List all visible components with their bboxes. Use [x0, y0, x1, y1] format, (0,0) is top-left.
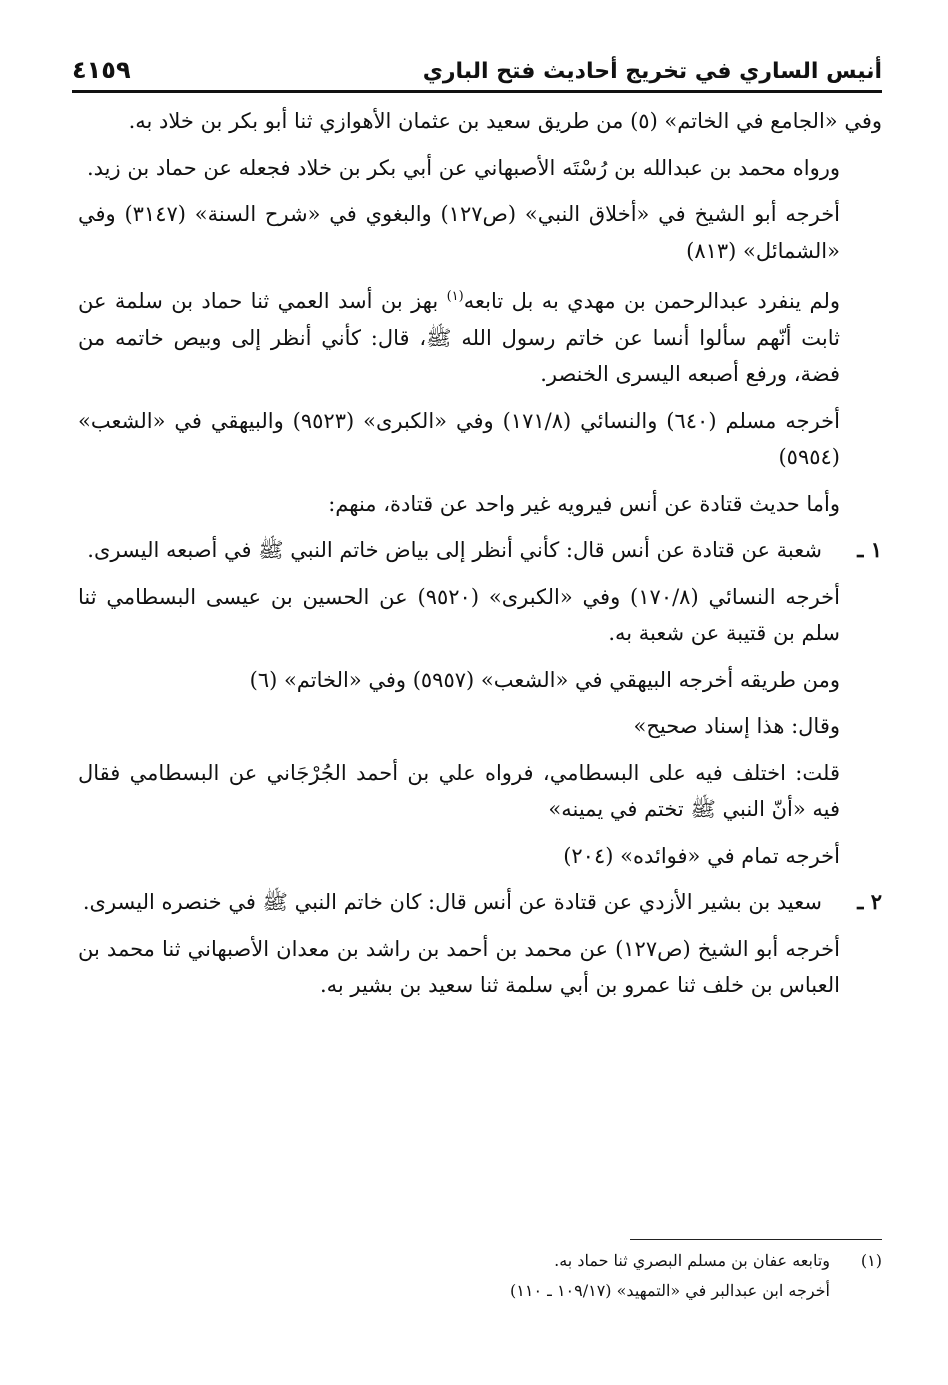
footnote-divider	[630, 1239, 882, 1240]
paragraph: أخرجه النسائي (١٧٠/٨) وفي «الكبرى» (٩٥٢٠) عن الحسين بن عيسى البسطامي ثنا سلم بن قتيبة عن شعبة به.	[78, 584, 841, 645]
item-text: شعبة عن قتادة عن أنس قال: كأني أنظر إلى بياض خاتم النبي ﷺ في أصبعه اليسرى.	[87, 538, 822, 562]
paragraph-text: ولم ينفرد عبدالرحمن بن مهدي به بل تابعه	[463, 289, 840, 313]
paragraph: أخرجه تمام في «فوائده» (٢٠٤)	[563, 843, 840, 868]
numbered-item	[78, 884, 882, 921]
paragraph: ورواه محمد بن عبدالله بن رُسْتَه الأصبهاني عن أبي بكر بن خلاد فجعله عن حماد بن زيد.	[86, 155, 840, 180]
numbered-item	[78, 532, 882, 569]
paragraph: وفي «الجامع في الخاتم» (٥) من طريق سعيد بن عثمان الأهوازي ثنا أبو بكر بن خلاد به.	[128, 109, 882, 133]
paragraph: أخرجه مسلم (٦٤٠) والنسائي (١٧١/٨) وفي «الكبرى» (٩٥٢٣) والبيهقي في «الشعب» (٥٩٥٤)	[78, 408, 840, 469]
paragraph: ومن طريقه أخرجه البيهقي في «الشعب» (٥٩٥٧) وفي «الخاتم» (٦)	[249, 667, 840, 692]
main-text	[78, 103, 882, 1014]
book-title: أنيس الساري في تخريج أحاديث فتح الباري	[422, 59, 882, 84]
paragraph-text: بهز بن أسد العمي ثنا حماد بن سلمة عن ثابت أنّهم سألوا أنسا عن خاتم رسول الله ﷺ، قال: كأني أنظر إلى وبيص خاتمه من فضة، ورفع أصبعه اليسرى الخنصر.	[78, 289, 840, 386]
footnote-number: (١)	[860, 1251, 882, 1270]
paragraph: قلت: اختلف فيه على البسطامي، فرواه علي بن أحمد الجُرْجَاني عن البسطامي فقال فيه «أنّ النبي ﷺ تختم في يمينه»	[78, 760, 840, 821]
footnote	[78, 1246, 882, 1276]
paragraph: وقال: هذا إسناد صحيح»	[633, 714, 840, 738]
item-text: سعيد بن بشير الأزدي عن قتادة عن أنس قال: كان خاتم النبي ﷺ في خنصره اليسرى.	[82, 890, 822, 914]
item-number: ٢ ـ	[857, 889, 882, 914]
footnotes	[78, 1246, 882, 1306]
paragraph: أخرجه أبو الشيخ في «أخلاق النبي» (ص١٢٧) والبغوي في «شرح السنة» (٣١٤٧) وفي «الشمائل» (٨١٣)	[78, 202, 841, 263]
footnote-continuation: أخرجه ابن عبدالبر في «التمهيد» (١٠٩/١٧ ـ ١١٠)	[510, 1281, 830, 1300]
paragraph: وأما حديث قتادة عن أنس فيرويه غير واحد عن قتادة، منهم:	[328, 491, 840, 516]
footnote-text: وتابعه عفان بن مسلم البصري ثنا حماد به.	[554, 1251, 830, 1270]
footnote-reference: (١)	[446, 289, 464, 304]
item-number: ١ ـ	[857, 537, 882, 562]
paragraph: أخرجه أبو الشيخ (ص١٢٧) عن محمد بن أحمد بن راشد بن معدان الأصبهاني ثنا محمد بن العباس بن خلف ثنا عمرو بن أبي سلمة ثنا سعيد بن بشير به.	[78, 936, 840, 997]
page-number: ٤١٥٩	[72, 56, 131, 84]
running-header	[72, 40, 882, 93]
paragraph	[78, 279, 882, 393]
